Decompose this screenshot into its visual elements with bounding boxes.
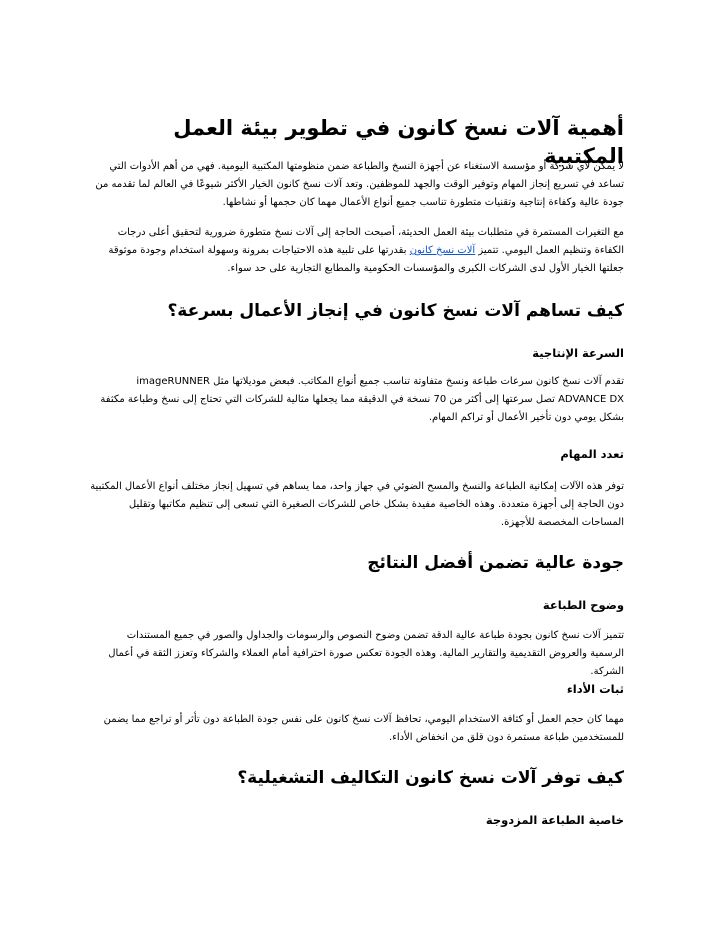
- subheading-duplex: خاصية الطباعة المزدوجة: [485, 813, 624, 827]
- subheading-productivity: السرعة الإنتاجية: [532, 346, 624, 360]
- paragraph-multitasking: توفر هذه الآلات إمكانية الطباعة والنسخ والمسح الضوئي في جهاز واحد، مما يساهم في تسهيل إنجاز مختلف أنواع الأعمال المكتبية دون الحاجة إلى أجهزة متعددة. وهذه الخاصية مفيدة بشكل خاص للشركات الصغيرة التي تسعى إلى تنظيم مكاتبها وتقليل المساحات المخصصة للأجهزة.: [90, 481, 624, 528]
- intro-paragraph-2: [90, 224, 624, 278]
- section-heading-costs: كيف توفر آلات نسخ كانون التكاليف التشغيلية؟: [237, 768, 624, 788]
- section-heading-quality: جودة عالية تضمن أفضل النتائج: [367, 553, 624, 573]
- page-title: أهمية آلات نسخ كانون في تطوير بيئة العمل المكتبية: [173, 116, 624, 168]
- intro-paragraph-1: لا يمكن لأي شركة أو مؤسسة الاستغناء عن أجهزة النسخ والطباعة ضمن منظومتها المكتبية اليومية. فهي من أهم الأدوات التي تساعد في تسريع إنجاز المهام وتوفير الوقت والجهد للموظفين. وتعد آلات نسخ كانون الخيار الأكثر شيوعًا في العالم لما تقدمه من جودة عالية وكفاءة إنتاجية وتقنيات متطورة تناسب جميع أنواع الأعمال مهما كان حجمها أو نشاطها.: [95, 161, 624, 208]
- paragraph-print-clarity: تتميز آلات نسخ كانون بجودة طباعة عالية الدقة تضمن وضوح النصوص والرسومات والجداول والصور في جميع المستندات الرسمية والعروض التقديمية والتقارير المالية. وهذه الجودة تعكس صورة احترافية أمام العملاء والشركاء وتعزز الثقة في أعمال الشركة.: [108, 630, 624, 677]
- subheading-performance: ثبات الأداء: [566, 682, 624, 696]
- canon-copiers-link[interactable]: آلات نسخ كانون: [409, 245, 476, 256]
- section-heading-speed: كيف تساهم آلات نسخ كانون في إنجاز الأعمال بسرعة؟: [167, 301, 624, 321]
- paragraph-performance: مهما كان حجم العمل أو كثافة الاستخدام اليومي، تحافظ آلات نسخ كانون على نفس جودة الطباعة دون تأثر أو تراجع مما يضمن للمستخدمين طباعة مستمرة دون قلق من انخفاض الأداء.: [103, 714, 624, 743]
- subheading-multitasking: تعدد المهام: [560, 447, 624, 461]
- subheading-print-clarity: وضوح الطباعة: [542, 598, 624, 612]
- paragraph-productivity: تقدم آلات نسخ كانون سرعات طباعة ونسخ متفاوتة تناسب جميع أنواع المكاتب. فبعض موديلاتها مثل imageRUNNER ADVANCE DX تصل سرعتها إلى أكثر من 70 نسخة في الدقيقة مما يجعلها مثالية للشركات التي تحتاج إلى نسخ وطباعة مكثفة بشكل يومي دون تأخير الأعمال أو تراكم المهام.: [100, 376, 624, 423]
- intro-paragraph-2-text-b: بقدرتها على تلبية هذه الاحتياجات بمرونة وسهولة استخدام وجودة موثوقة جعلتها الخيار الأول لدى الشركات الكبرى والمؤسسات الحكومية والمطابع التجارية على حد سواء.: [108, 245, 624, 274]
- intro-paragraph-2-text-a: مع التغيرات المستمرة في متطلبات بيئة العمل الحديثة، أصبحت الحاجة إلى آلات نسخ متطورة ضرورية لتحقيق أعلى درجات الكفاءة وتنظيم العمل اليومي. تتميز: [117, 227, 624, 256]
